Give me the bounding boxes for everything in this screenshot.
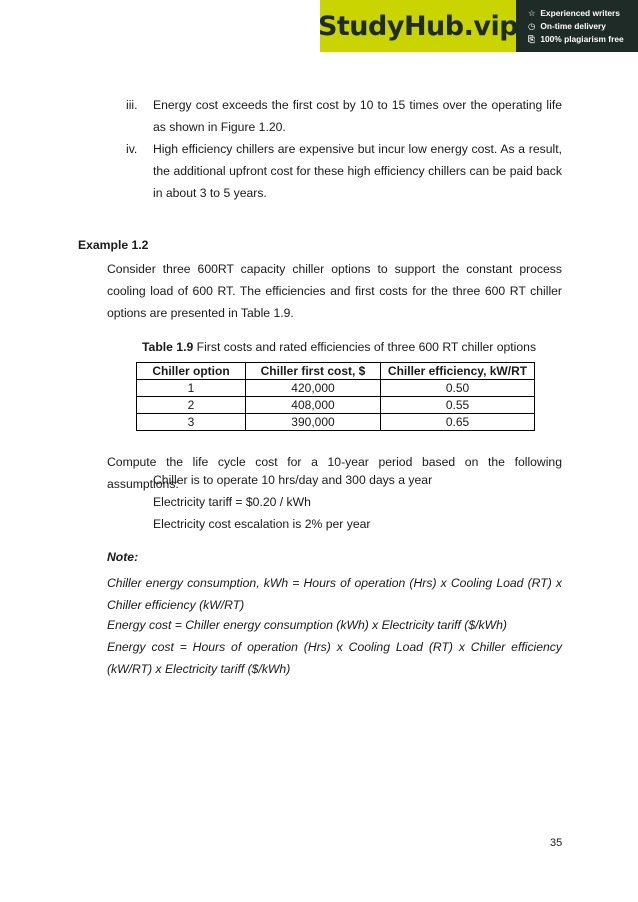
compute-instruction: Compute the life cycle cost for a 10-year period based on the following assumptions: [107,455,562,491]
list-item-iii [126,94,562,138]
studyhub-banner[interactable] [317,0,638,52]
table-cell: 3 [137,414,246,431]
star-icon: ☆ [528,7,536,18]
list-text: High efficiency chillers are expensive but incur low energy cost. As a result, the additional upfront cost for these high efficiency chillers can be paid back in about 3 to 5 years. [153,142,562,200]
list-item-iv [126,138,562,204]
perk-delivery: ◷ On-time delivery [528,20,606,31]
perk-experienced: ☆ Experienced writers [528,7,620,18]
table-caption [142,340,536,354]
table-header: Chiller efficiency, kW/RT [381,363,535,380]
table-caption-text: First costs and rated efficiencies of three 600 RT chiller options [193,340,537,354]
table-cell: 390,000 [246,414,381,431]
perk-plagiarism: ⎘ 100% plagiarism free [528,33,624,44]
list-number: iv. [126,142,138,156]
page-number: 35 [550,837,563,849]
table-row [137,380,535,397]
table-cell: 420,000 [246,380,381,397]
table-cell: 2 [137,397,246,414]
note-line: Energy cost = Hours of operation (Hrs) x Cooling Load (RT) x Chiller efficiency (kW/RT) x Electricity tariff ($/kWh) [107,640,562,676]
assumption-item: Electricity cost escalation is 2% per year [153,517,371,531]
list-text: Energy cost exceeds the first cost by 10 to 15 times over the operating life as shown in Figure 1.20. [153,98,562,134]
table-header-row [137,363,535,380]
clock-icon: ◷ [528,20,536,31]
note-heading: Note: [107,550,139,564]
table-cell: 0.55 [381,397,535,414]
table-cell: 1 [137,380,246,397]
list-number: iii. [126,98,138,112]
chiller-options-table [136,362,535,431]
example-intro: Consider three 600RT capacity chiller options to support the constant process cooling load of 600 RT. The efficiencies and first costs for the three 600 RT chiller options are presented in Table 1.9. [107,262,562,320]
table-header: Chiller first cost, $ [246,363,381,380]
note-line: Energy cost = Chiller energy consumption (kWh) x Electricity tariff ($/kWh) [107,618,507,632]
copy-icon: ⎘ [528,33,535,44]
table-caption-label: Table 1.9 [142,340,194,354]
assumption-item: Chiller is to operate 10 hrs/day and 300 days a year [153,473,433,487]
table-cell: 0.65 [381,414,535,431]
table-cell: 0.50 [381,380,535,397]
table-row [137,397,535,414]
banner-perks [516,0,638,52]
note-line: Chiller energy consumption, kWh = Hours of operation (Hrs) x Cooling Load (RT) x Chiller efficiency (kW/RT) [107,576,562,612]
assumption-item: Electricity tariff = $0.20 / kWh [153,495,311,509]
table-cell: 408,000 [246,397,381,414]
table-header: Chiller option [137,363,246,380]
example-heading: Example 1.2 [78,238,149,252]
studyhub-logo[interactable]: StudyHub.vip [320,0,516,52]
table-row [137,414,535,431]
